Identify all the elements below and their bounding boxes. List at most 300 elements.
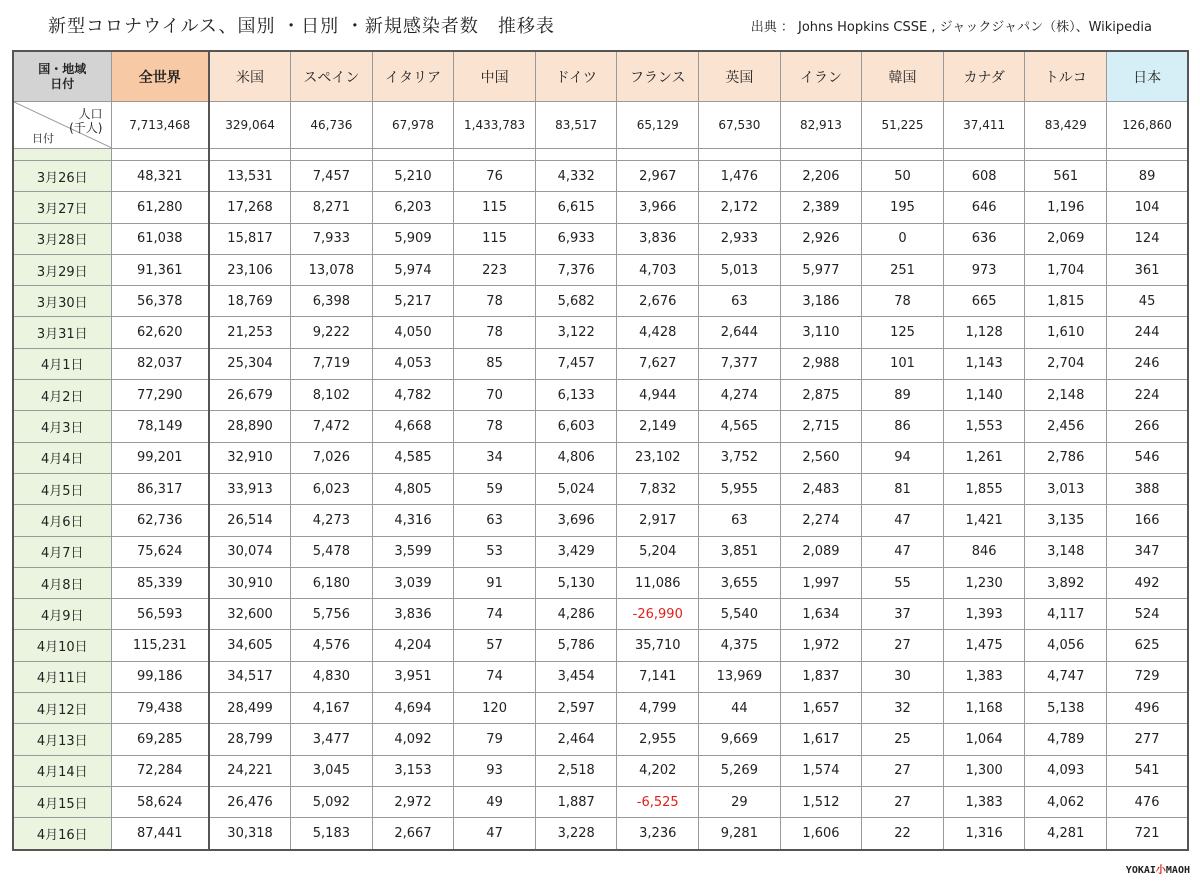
value-cell: 55 <box>862 567 944 598</box>
date-cell: 3月30日 <box>13 286 111 317</box>
corner-header <box>13 51 111 102</box>
value-cell: 7,472 <box>291 411 373 442</box>
value-cell: 89 <box>1107 161 1189 192</box>
value-cell: 15,817 <box>209 223 291 254</box>
value-cell: 5,786 <box>535 630 617 661</box>
value-cell: 61,038 <box>111 223 209 254</box>
value-cell: 2,676 <box>617 286 699 317</box>
value-cell: 2,389 <box>780 192 862 223</box>
date-cell: 4月5日 <box>13 473 111 504</box>
value-cell: 74 <box>454 661 536 692</box>
value-cell: 1,230 <box>943 567 1025 598</box>
population-row <box>13 102 1188 149</box>
table-row <box>13 661 1188 692</box>
value-cell: 9,222 <box>291 317 373 348</box>
date-cell: 3月26日 <box>13 161 111 192</box>
value-cell: 3,951 <box>372 661 454 692</box>
value-cell: 2,597 <box>535 693 617 724</box>
table-row <box>13 818 1188 850</box>
value-cell: 3,851 <box>699 536 781 567</box>
value-cell: 7,376 <box>535 254 617 285</box>
value-cell: 2,972 <box>372 786 454 817</box>
table-row <box>13 161 1188 192</box>
value-cell: 166 <box>1107 505 1189 536</box>
table-row <box>13 254 1188 285</box>
country-header-0: 全世界 <box>111 51 209 102</box>
value-cell: 7,377 <box>699 348 781 379</box>
value-cell: 48,321 <box>111 161 209 192</box>
value-cell: 85 <box>454 348 536 379</box>
value-cell: 244 <box>1107 317 1189 348</box>
value-cell: 4,747 <box>1025 661 1107 692</box>
value-cell: 78 <box>862 286 944 317</box>
value-cell: 5,210 <box>372 161 454 192</box>
value-cell: 120 <box>454 693 536 724</box>
value-cell: -26,990 <box>617 599 699 630</box>
value-cell: 541 <box>1107 755 1189 786</box>
country-header-9: 韓国 <box>862 51 944 102</box>
value-cell: 47 <box>862 536 944 567</box>
value-cell: 4,274 <box>699 380 781 411</box>
value-cell: 2,274 <box>780 505 862 536</box>
value-cell: 4,668 <box>372 411 454 442</box>
value-cell: 3,599 <box>372 536 454 567</box>
value-cell: 361 <box>1107 254 1189 285</box>
value-cell: 34,517 <box>209 661 291 692</box>
date-cell: 4月12日 <box>13 693 111 724</box>
value-cell: 1,316 <box>943 818 1025 850</box>
value-cell: 4,316 <box>372 505 454 536</box>
value-cell: 7,026 <box>291 442 373 473</box>
value-cell: 3,148 <box>1025 536 1107 567</box>
value-cell: 2,518 <box>535 755 617 786</box>
source-credit: 出典 ： Johns Hopkins CSSE , ジャックジャパン（株）、Wikipedia <box>750 20 1152 35</box>
value-cell: 4,576 <box>291 630 373 661</box>
value-cell: 4,585 <box>372 442 454 473</box>
value-cell: 5,183 <box>291 818 373 850</box>
value-cell: 1,815 <box>1025 286 1107 317</box>
population-cell: 67,978 <box>372 102 454 149</box>
value-cell: 2,089 <box>780 536 862 567</box>
value-cell: 33,913 <box>209 473 291 504</box>
date-cell: 4月10日 <box>13 630 111 661</box>
spacer-cell <box>291 149 373 161</box>
value-cell: 104 <box>1107 192 1189 223</box>
value-cell: 4,789 <box>1025 724 1107 755</box>
value-cell: 1,972 <box>780 630 862 661</box>
value-cell: 22 <box>862 818 944 850</box>
value-cell: 27 <box>862 786 944 817</box>
value-cell: 3,836 <box>617 223 699 254</box>
population-label-line2: (千人) <box>69 121 103 135</box>
value-cell: 1,168 <box>943 693 1025 724</box>
value-cell: 6,023 <box>291 473 373 504</box>
value-cell: 5,955 <box>699 473 781 504</box>
population-cell: 46,736 <box>291 102 373 149</box>
value-cell: 9,669 <box>699 724 781 755</box>
date-cell: 4月2日 <box>13 380 111 411</box>
table-row <box>13 755 1188 786</box>
value-cell: 44 <box>699 693 781 724</box>
table-row <box>13 473 1188 504</box>
value-cell: 78 <box>454 317 536 348</box>
date-cell: 4月7日 <box>13 536 111 567</box>
value-cell: 69,285 <box>111 724 209 755</box>
table-row <box>13 505 1188 536</box>
value-cell: 7,457 <box>535 348 617 379</box>
table-row <box>13 317 1188 348</box>
value-cell: 5,092 <box>291 786 373 817</box>
value-cell: 62,620 <box>111 317 209 348</box>
value-cell: 25 <box>862 724 944 755</box>
value-cell: 1,300 <box>943 755 1025 786</box>
spacer-cell <box>111 149 209 161</box>
value-cell: 973 <box>943 254 1025 285</box>
country-header-10: カナダ <box>943 51 1025 102</box>
value-cell: 1,143 <box>943 348 1025 379</box>
value-cell: 1,064 <box>943 724 1025 755</box>
population-cell: 1,433,783 <box>454 102 536 149</box>
value-cell: 3,696 <box>535 505 617 536</box>
value-cell: 4,117 <box>1025 599 1107 630</box>
value-cell: 6,203 <box>372 192 454 223</box>
value-cell: 4,806 <box>535 442 617 473</box>
value-cell: 3,135 <box>1025 505 1107 536</box>
date-cell: 4月8日 <box>13 567 111 598</box>
value-cell: 266 <box>1107 411 1189 442</box>
value-cell: 91,361 <box>111 254 209 285</box>
date-cell: 4月4日 <box>13 442 111 473</box>
value-cell: 91 <box>454 567 536 598</box>
value-cell: 78 <box>454 411 536 442</box>
country-header-1: 米国 <box>209 51 291 102</box>
value-cell: 45 <box>1107 286 1189 317</box>
date-cell: 3月27日 <box>13 192 111 223</box>
value-cell: 7,933 <box>291 223 373 254</box>
value-cell: 24,221 <box>209 755 291 786</box>
value-cell: 86 <box>862 411 944 442</box>
country-header-7: 英国 <box>699 51 781 102</box>
value-cell: 1,887 <box>535 786 617 817</box>
value-cell: 21,253 <box>209 317 291 348</box>
population-cell: 126,860 <box>1107 102 1189 149</box>
population-cell: 329,064 <box>209 102 291 149</box>
value-cell: 70 <box>454 380 536 411</box>
country-header-8: イラン <box>780 51 862 102</box>
value-cell: 492 <box>1107 567 1189 598</box>
table-row <box>13 192 1188 223</box>
value-cell: 3,039 <box>372 567 454 598</box>
date-axis-label: 日付 <box>32 132 54 145</box>
value-cell: 5,013 <box>699 254 781 285</box>
spacer-cell <box>372 149 454 161</box>
value-cell: 2,704 <box>1025 348 1107 379</box>
value-cell: 1,475 <box>943 630 1025 661</box>
value-cell: 5,130 <box>535 567 617 598</box>
value-cell: 347 <box>1107 536 1189 567</box>
date-cell: 4月9日 <box>13 599 111 630</box>
value-cell: 79 <box>454 724 536 755</box>
value-cell: 27 <box>862 630 944 661</box>
value-cell: 4,830 <box>291 661 373 692</box>
table-row <box>13 286 1188 317</box>
value-cell: 4,694 <box>372 693 454 724</box>
value-cell: 115,231 <box>111 630 209 661</box>
value-cell: 93 <box>454 755 536 786</box>
value-cell: 1,617 <box>780 724 862 755</box>
table-row <box>13 724 1188 755</box>
value-cell: 4,703 <box>617 254 699 285</box>
value-cell: 246 <box>1107 348 1189 379</box>
value-cell: 5,909 <box>372 223 454 254</box>
country-header-2: スペイン <box>291 51 373 102</box>
value-cell: 3,477 <box>291 724 373 755</box>
value-cell: 3,110 <box>780 317 862 348</box>
value-cell: 85,339 <box>111 567 209 598</box>
date-cell: 4月1日 <box>13 348 111 379</box>
value-cell: 1,512 <box>780 786 862 817</box>
value-cell: 58,624 <box>111 786 209 817</box>
value-cell: 195 <box>862 192 944 223</box>
value-cell: 1,383 <box>943 786 1025 817</box>
value-cell: 2,069 <box>1025 223 1107 254</box>
value-cell: 721 <box>1107 818 1189 850</box>
value-cell: 2,644 <box>699 317 781 348</box>
value-cell: 35,710 <box>617 630 699 661</box>
value-cell: 1,128 <box>943 317 1025 348</box>
country-header-6: フランス <box>617 51 699 102</box>
value-cell: 77,290 <box>111 380 209 411</box>
value-cell: 6,180 <box>291 567 373 598</box>
logo-mid: 小 <box>1155 865 1166 876</box>
header-row <box>13 51 1188 102</box>
value-cell: 1,553 <box>943 411 1025 442</box>
value-cell: 388 <box>1107 473 1189 504</box>
date-cell: 4月14日 <box>13 755 111 786</box>
value-cell: 5,977 <box>780 254 862 285</box>
value-cell: 4,093 <box>1025 755 1107 786</box>
value-cell: 1,997 <box>780 567 862 598</box>
value-cell: 79,438 <box>111 693 209 724</box>
table-row <box>13 223 1188 254</box>
value-cell: 28,499 <box>209 693 291 724</box>
value-cell: 87,441 <box>111 818 209 850</box>
value-cell: 11,086 <box>617 567 699 598</box>
value-cell: 9,281 <box>699 818 781 850</box>
value-cell: 2,148 <box>1025 380 1107 411</box>
value-cell: 3,045 <box>291 755 373 786</box>
value-cell: 25,304 <box>209 348 291 379</box>
table-row <box>13 599 1188 630</box>
spacer-cell <box>780 149 862 161</box>
table-row <box>13 442 1188 473</box>
value-cell: 5,204 <box>617 536 699 567</box>
value-cell: 2,933 <box>699 223 781 254</box>
value-cell: 2,786 <box>1025 442 1107 473</box>
value-cell: 4,805 <box>372 473 454 504</box>
value-cell: 3,228 <box>535 818 617 850</box>
value-cell: 17,268 <box>209 192 291 223</box>
value-cell: 76 <box>454 161 536 192</box>
population-cell: 51,225 <box>862 102 944 149</box>
date-cell: 4月15日 <box>13 786 111 817</box>
table-row <box>13 567 1188 598</box>
spacer-cell <box>209 149 291 161</box>
value-cell: 636 <box>943 223 1025 254</box>
value-cell: 2,917 <box>617 505 699 536</box>
table-row <box>13 693 1188 724</box>
table-row <box>13 630 1188 661</box>
value-cell: 49 <box>454 786 536 817</box>
value-cell: 1,574 <box>780 755 862 786</box>
value-cell: 82,037 <box>111 348 209 379</box>
value-cell: 608 <box>943 161 1025 192</box>
value-cell: 4,050 <box>372 317 454 348</box>
value-cell: 28,799 <box>209 724 291 755</box>
value-cell: 13,531 <box>209 161 291 192</box>
spacer-cell <box>1107 149 1189 161</box>
value-cell: 561 <box>1025 161 1107 192</box>
value-cell: 5,269 <box>699 755 781 786</box>
value-cell: 18,769 <box>209 286 291 317</box>
value-cell: 2,560 <box>780 442 862 473</box>
value-cell: 78,149 <box>111 411 209 442</box>
value-cell: 4,565 <box>699 411 781 442</box>
value-cell: 5,682 <box>535 286 617 317</box>
value-cell: 4,167 <box>291 693 373 724</box>
value-cell: 3,013 <box>1025 473 1107 504</box>
value-cell: 124 <box>1107 223 1189 254</box>
value-cell: 4,202 <box>617 755 699 786</box>
value-cell: 3,655 <box>699 567 781 598</box>
value-cell: 6,615 <box>535 192 617 223</box>
date-cell: 4月16日 <box>13 818 111 850</box>
value-cell: 4,799 <box>617 693 699 724</box>
value-cell: 7,719 <box>291 348 373 379</box>
value-cell: 3,752 <box>699 442 781 473</box>
value-cell: 1,634 <box>780 599 862 630</box>
date-cell: 3月28日 <box>13 223 111 254</box>
population-cell: 83,429 <box>1025 102 1107 149</box>
value-cell: 546 <box>1107 442 1189 473</box>
value-cell: 2,206 <box>780 161 862 192</box>
country-header-3: イタリア <box>372 51 454 102</box>
value-cell: 1,606 <box>780 818 862 850</box>
value-cell: 30 <box>862 661 944 692</box>
value-cell: 846 <box>943 536 1025 567</box>
spacer-cell <box>699 149 781 161</box>
value-cell: 5,756 <box>291 599 373 630</box>
date-cell: 3月29日 <box>13 254 111 285</box>
corner-line2: 日付 <box>50 76 75 91</box>
value-cell: 63 <box>699 505 781 536</box>
value-cell: 4,053 <box>372 348 454 379</box>
table-row <box>13 786 1188 817</box>
population-label-line1: 人口 <box>78 107 103 121</box>
value-cell: 4,204 <box>372 630 454 661</box>
value-cell: 4,062 <box>1025 786 1107 817</box>
value-cell: 47 <box>862 505 944 536</box>
logo-left: YOKAI <box>1125 865 1156 876</box>
value-cell: 625 <box>1107 630 1189 661</box>
value-cell: 23,102 <box>617 442 699 473</box>
date-cell: 4月11日 <box>13 661 111 692</box>
population-label <box>69 107 102 135</box>
value-cell: 7,627 <box>617 348 699 379</box>
value-cell: 3,966 <box>617 192 699 223</box>
value-cell: 34,605 <box>209 630 291 661</box>
table-row <box>13 536 1188 567</box>
value-cell: 26,514 <box>209 505 291 536</box>
value-cell: 3,454 <box>535 661 617 692</box>
value-cell: 74 <box>454 599 536 630</box>
value-cell: 89 <box>862 380 944 411</box>
value-cell: 57 <box>454 630 536 661</box>
value-cell: 2,172 <box>699 192 781 223</box>
value-cell: 5,540 <box>699 599 781 630</box>
value-cell: 2,464 <box>535 724 617 755</box>
spacer-row <box>13 149 1188 161</box>
value-cell: 4,332 <box>535 161 617 192</box>
value-cell: 2,456 <box>1025 411 1107 442</box>
value-cell: 0 <box>862 223 944 254</box>
value-cell: 1,837 <box>780 661 862 692</box>
value-cell: 1,610 <box>1025 317 1107 348</box>
date-cell: 4月13日 <box>13 724 111 755</box>
value-cell: 7,141 <box>617 661 699 692</box>
value-cell: 115 <box>454 223 536 254</box>
value-cell: 7,457 <box>291 161 373 192</box>
value-cell: 37 <box>862 599 944 630</box>
value-cell: 78 <box>454 286 536 317</box>
value-cell: 32 <box>862 693 944 724</box>
value-cell: 27 <box>862 755 944 786</box>
daily-cases-table <box>12 50 1189 851</box>
value-cell: 2,483 <box>780 473 862 504</box>
value-cell: 665 <box>943 286 1025 317</box>
value-cell: 61,280 <box>111 192 209 223</box>
value-cell: 2,955 <box>617 724 699 755</box>
value-cell: 53 <box>454 536 536 567</box>
value-cell: 3,429 <box>535 536 617 567</box>
logo-right: MAOH <box>1165 865 1190 876</box>
value-cell: 496 <box>1107 693 1189 724</box>
value-cell: 63 <box>454 505 536 536</box>
value-cell: 81 <box>862 473 944 504</box>
value-cell: 3,186 <box>780 286 862 317</box>
spacer-cell <box>535 149 617 161</box>
value-cell: 23,106 <box>209 254 291 285</box>
value-cell: 1,855 <box>943 473 1025 504</box>
value-cell: 30,318 <box>209 818 291 850</box>
value-cell: 56,593 <box>111 599 209 630</box>
population-cell: 7,713,468 <box>111 102 209 149</box>
value-cell: 13,969 <box>699 661 781 692</box>
value-cell: 59 <box>454 473 536 504</box>
value-cell: 32,600 <box>209 599 291 630</box>
value-cell: 5,217 <box>372 286 454 317</box>
value-cell: 5,138 <box>1025 693 1107 724</box>
value-cell: 32,910 <box>209 442 291 473</box>
spacer-cell <box>454 149 536 161</box>
spacer-cell <box>943 149 1025 161</box>
population-cell: 83,517 <box>535 102 617 149</box>
value-cell: 4,428 <box>617 317 699 348</box>
value-cell: 646 <box>943 192 1025 223</box>
country-header-12: 日本 <box>1107 51 1189 102</box>
date-cell: 4月3日 <box>13 411 111 442</box>
country-header-11: トルコ <box>1025 51 1107 102</box>
